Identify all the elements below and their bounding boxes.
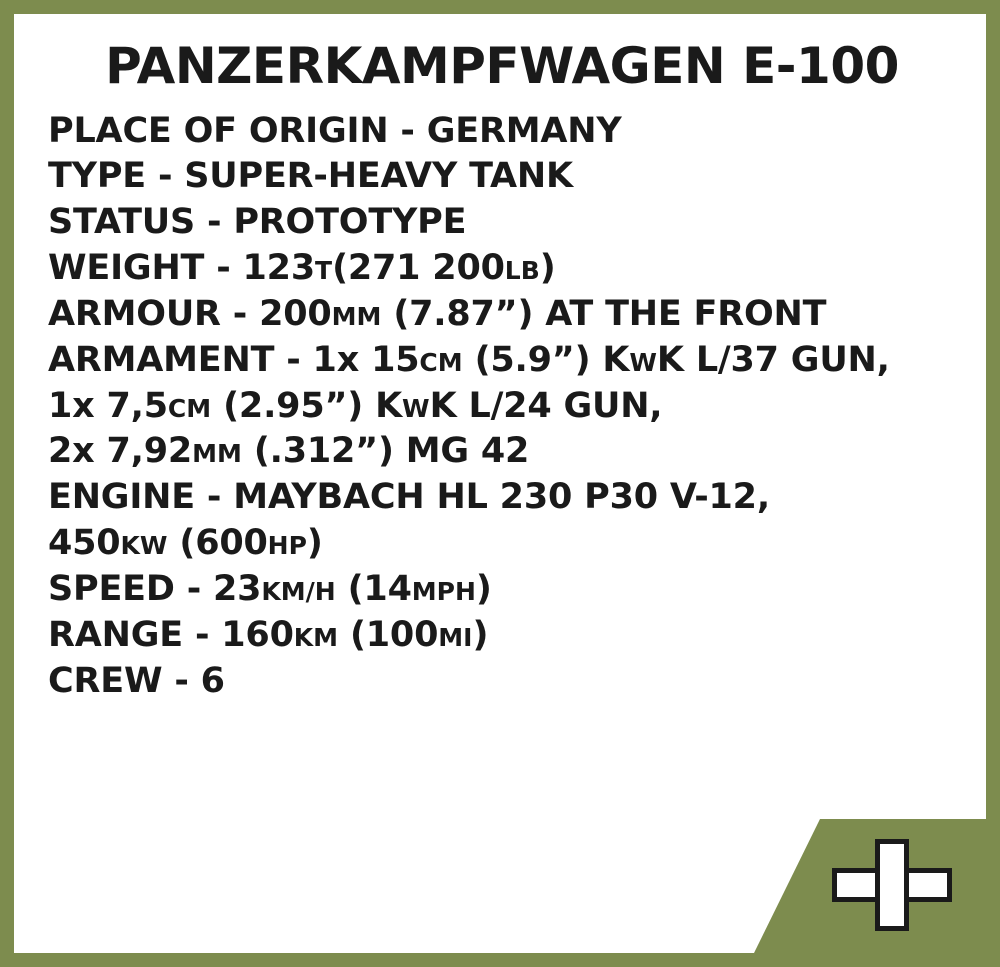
spec-line-armament-3	[48, 429, 956, 475]
spec-text-run: (271 200	[332, 248, 505, 289]
spec-line-range	[48, 613, 956, 659]
spec-text-run: LB	[504, 256, 540, 286]
spec-text-run: STATUS - PROTOTYPE	[48, 202, 467, 243]
spec-text-run: HP	[267, 531, 307, 561]
spec-line-type	[48, 154, 956, 200]
spec-text-run: 450	[48, 523, 121, 564]
spec-text-run: (7.87”) AT THE FRONT	[381, 293, 827, 334]
spec-line-place-of-origin	[48, 109, 956, 155]
spec-list	[48, 109, 956, 705]
spec-text-run: ENGINE - MAYBACH HL 230 P30 V-12,	[48, 477, 770, 518]
spec-text-run: MM	[192, 439, 242, 469]
spec-text-run: )	[475, 568, 492, 609]
spec-text-run: MPH	[411, 576, 476, 606]
border-frame-bottom	[0, 953, 1000, 967]
spec-text-run: T	[315, 256, 333, 286]
spec-text-run: (5.9”) K	[462, 339, 630, 380]
spec-text-run: K L/24 GUN,	[429, 385, 663, 426]
spec-text-run: ARMAMENT - 1x 15	[48, 339, 420, 380]
spec-text-run: W	[402, 393, 430, 423]
card-content	[14, 14, 986, 953]
spec-text-run: TYPE - SUPER-HEAVY TANK	[48, 156, 573, 197]
spec-text-run: RANGE - 160	[48, 614, 294, 655]
spec-line-engine-2	[48, 521, 956, 567]
spec-text-run: (14	[335, 568, 412, 609]
spec-line-status	[48, 200, 956, 246]
border-frame-right	[986, 0, 1000, 967]
spec-line-crew	[48, 659, 956, 705]
balkenkreuz-icon	[832, 839, 952, 931]
spec-text-run: SPEED - 23	[48, 568, 262, 609]
spec-text-run: )	[539, 248, 556, 289]
spec-line-armament-1	[48, 338, 956, 384]
spec-line-speed	[48, 567, 956, 613]
spec-text-run: KM/H	[261, 576, 336, 606]
spec-text-run: CREW - 6	[48, 660, 225, 701]
spec-text-run: 2x 7,92	[48, 431, 193, 472]
spec-text-run: WEIGHT - 123	[48, 248, 315, 289]
spec-line-engine-1	[48, 475, 956, 521]
spec-text-run: MM	[331, 301, 382, 331]
spec-text-run: ARMOUR - 200	[48, 293, 332, 334]
spec-text-run: CM	[419, 347, 463, 377]
spec-text-run: (2.95”) K	[211, 385, 402, 426]
spec-text-run: KM	[293, 622, 338, 652]
spec-line-weight	[48, 246, 956, 292]
spec-text-run: (600	[167, 523, 268, 564]
spec-text-run: )	[306, 523, 323, 564]
spec-text-run: )	[472, 614, 489, 655]
cross-center-fill	[880, 873, 904, 897]
spec-text-run: PLACE OF ORIGIN - GERMANY	[48, 110, 622, 151]
spec-text-run: CM	[167, 393, 212, 423]
spec-text-run: K L/37 GUN,	[656, 339, 890, 380]
border-frame-top	[0, 0, 1000, 14]
page-title: PANZERKAMPFWAGEN E-100	[105, 37, 899, 95]
balkenkreuz-badge	[754, 819, 986, 953]
spec-text-run: (.312”) MG 42	[241, 431, 530, 472]
border-frame-left	[0, 0, 14, 967]
spec-text-run: 1x 7,5	[48, 385, 168, 426]
spec-line-armament-2	[48, 384, 956, 430]
spec-line-armour	[48, 292, 956, 338]
spec-text-run: W	[629, 347, 657, 377]
spec-text-run: KW	[120, 531, 168, 561]
spec-text-run: MI	[438, 622, 473, 652]
spec-text-run: (100	[338, 614, 439, 655]
